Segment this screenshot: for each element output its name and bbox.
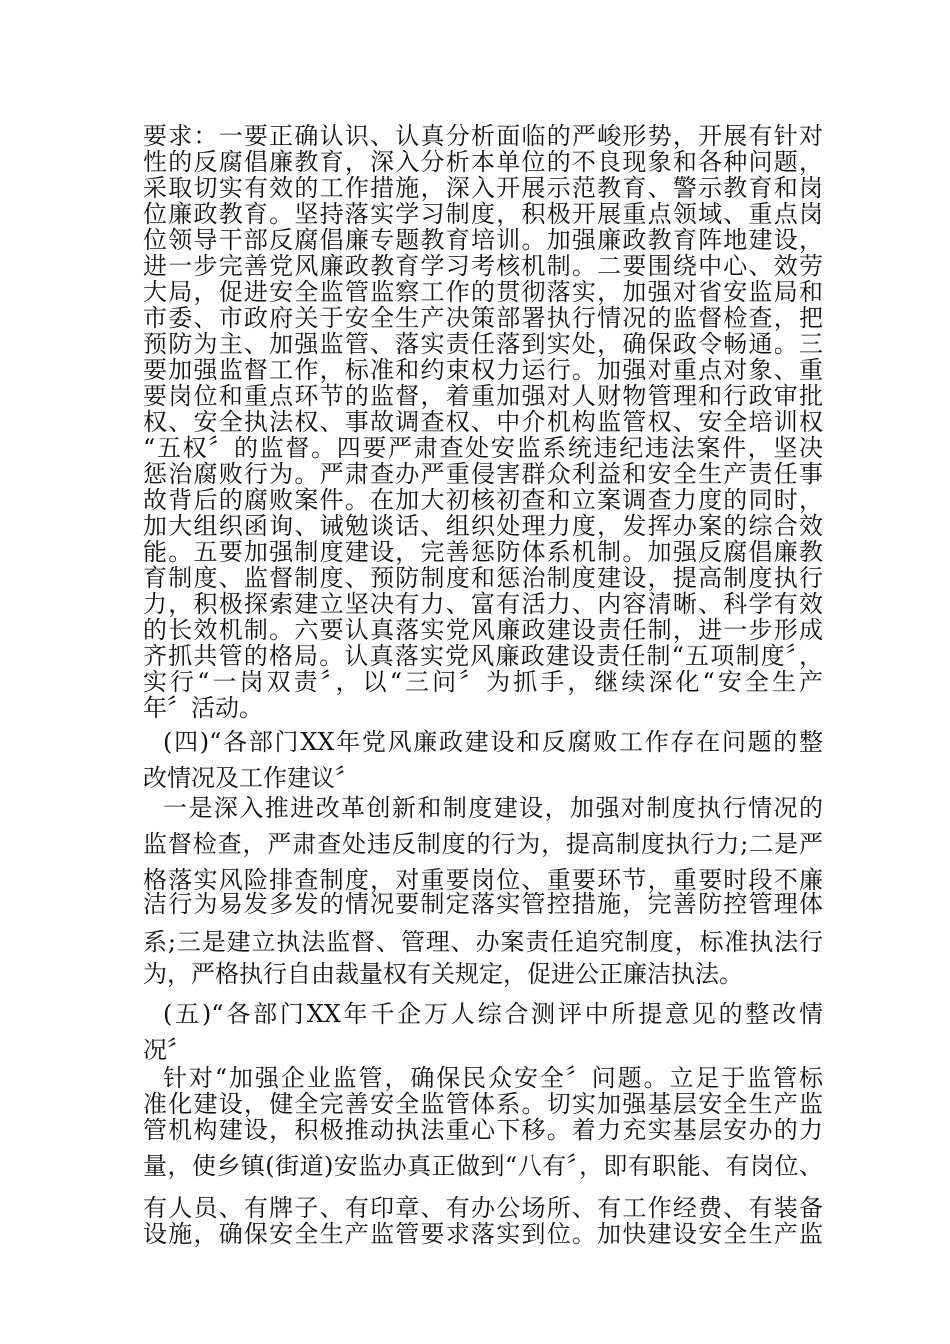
section-heading-4-cont: 改情况及工作建议〞 — [143, 764, 359, 792]
text-line: 惩治腐败行为。严肃查办严重侵害群众利益和安全生产责任事 — [143, 460, 823, 488]
text-line: 进一步完善党风廉政教育学习考核机制。二要围绕中心、效劳 — [143, 252, 823, 280]
text-line: 一是深入推进改革创新和制度建设，加强对制度执行情况的 — [163, 794, 823, 822]
text-line: 性的反腐倡廉教育，深入分析本单位的不良现象和各种问题， — [143, 148, 823, 176]
text-line: 格落实风险排查制度，对重要岗位、重要环节，重要时段不廉 — [143, 866, 823, 894]
text-line: 管机构建设，积极推动执法重心下移。着力充实基层安办的力 — [143, 1116, 823, 1144]
text-line: 市委、市政府关于安全生产决策部署执行情况的监督检查，把 — [143, 304, 823, 332]
text-line: 量，使乡镇(街道)安监办真正做到“八有〞，即有职能、有岗位、 — [143, 1152, 823, 1180]
text-line: “五权〞的监督。四要严肃查处安监系统违纪违法案件，坚决 — [143, 434, 823, 462]
text-line: 设施，确保安全生产监管要求落实到位。加快建设安全生产监 — [143, 1220, 823, 1248]
text-line: 育制度、监督制度、预防制度和惩治制度建设，提高制度执行 — [143, 564, 823, 592]
text-line: 预防为主、加强监管、落实责任落到实处，确保政令畅通。三 — [143, 330, 823, 358]
text-line: 加大组织函询、诫勉谈话、组织处理力度，发挥办案的综合效 — [143, 512, 823, 540]
text-line: 年〞活动。 — [143, 694, 263, 722]
text-line: 要求：一要正确认识、认真分析面临的严峻形势，开展有针对 — [143, 122, 823, 150]
text-line: 洁行为易发多发的情况要制定落实管控措施，完善防控管理体 — [143, 890, 823, 918]
text-line: 针对“加强企业监管，确保民众安全〞问题。立足于监管标 — [163, 1064, 823, 1092]
text-line: 采取切实有效的工作措施，深入开展示范教育、警示教育和岗 — [143, 174, 823, 202]
text-line: 要加强监督工作，标准和约束权力运行。加强对重点对象、重 — [143, 356, 823, 384]
text-line: 故背后的腐败案件。在加大初核初查和立案调查力度的同时， — [143, 486, 823, 514]
text-line: 为，严格执行自由裁量权有关规定，促进公正廉洁执法。 — [143, 960, 743, 988]
text-line: 系;三是建立执法监督、管理、办案责任追究制度，标准执法行 — [143, 928, 823, 956]
text-line: 能。五要加强制度建设，完善惩防体系机制。加强反腐倡廉教 — [143, 538, 823, 566]
text-line: 齐抓共管的格局。认真落实党风廉政建设责任制“五项制度〞， — [143, 642, 823, 670]
section-heading-4: (四)“各部门XX年党风廉政建设和反腐败工作存在问题的整 — [163, 728, 823, 756]
text-line: 实行“一岗双责〞，以“三问〞为抓手，继续深化“安全生产 — [143, 668, 823, 696]
text-line: 大局，促进安全监管监察工作的贯彻落实，加强对省安监局和 — [143, 278, 823, 306]
text-line: 有人员、有牌子、有印章、有办公场所、有工作经费、有装备 — [143, 1194, 823, 1222]
text-line: 力，积极探索建立坚决有力、富有活力、内容清晰、科学有效 — [143, 590, 823, 618]
text-line: 准化建设，健全完善安全监管体系。切实加强基层安全生产监 — [143, 1090, 823, 1118]
text-line: 位廉政教育。坚持落实学习制度，积极开展重点领域、重点岗 — [143, 200, 823, 228]
text-line: 位领导干部反腐倡廉专题教育培训。加强廉政教育阵地建设， — [143, 226, 823, 254]
text-line: 监督检查，严肃查处违反制度的行为，提高制度执行力;二是严 — [143, 830, 823, 858]
text-line: 的长效机制。六要认真落实党风廉政建设责任制，进一步形成 — [143, 616, 823, 644]
text-line: 权、安全执法权、事故调查权、中介机构监管权、安全培训权 — [143, 408, 823, 436]
section-heading-5-cont: 况〞 — [143, 1036, 191, 1064]
section-heading-5: (五)“各部门XX年千企万人综合测评中所提意见的整改情 — [163, 1000, 823, 1028]
text-line: 要岗位和重点环节的监督，着重加强对人财物管理和行政审批 — [143, 382, 823, 410]
